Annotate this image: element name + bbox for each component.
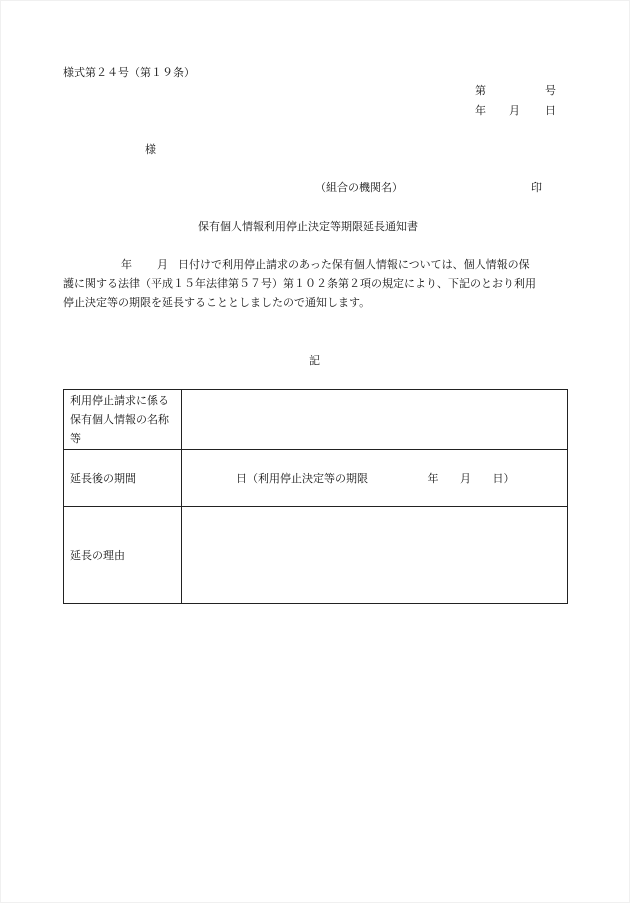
extension-reason-label: 延長の理由 bbox=[64, 507, 182, 604]
period-day-close: 日） bbox=[492, 471, 515, 485]
period-day-text: 日（利用停止決定等の期限 bbox=[236, 471, 368, 485]
table-row bbox=[64, 390, 568, 450]
target-info-label-line: 利用停止請求に係る bbox=[70, 394, 169, 407]
extended-period-label: 延長後の期間 bbox=[64, 450, 182, 507]
body-line2: 護に関する法律（平成１５年法律第５７号）第１０２条第２項の規定により、下記のとおり利用 bbox=[63, 277, 536, 290]
doc-number-go: 号 bbox=[545, 84, 556, 97]
sender-org: （組合の機関名） bbox=[315, 181, 403, 194]
target-info-label-line: 等 bbox=[70, 432, 81, 445]
date-year: 年 bbox=[475, 104, 486, 117]
body-year: 年 bbox=[121, 258, 132, 271]
period-month: 月 bbox=[460, 471, 471, 485]
date-day: 日 bbox=[545, 104, 556, 117]
seal-mark: 印 bbox=[531, 181, 542, 194]
target-info-label-line: 保有個人情報の名称 bbox=[70, 413, 169, 426]
table-row bbox=[64, 507, 568, 604]
ki-heading: 記 bbox=[309, 354, 320, 367]
details-table bbox=[63, 389, 568, 604]
target-info-label bbox=[64, 390, 182, 450]
date-month: 月 bbox=[509, 104, 520, 117]
form-number: 様式第２４号（第１９条） bbox=[63, 66, 195, 79]
body-month: 月 bbox=[157, 258, 168, 271]
body-line1: 日付けで利用停止請求のあった保有個人情報については、個人情報の保 bbox=[178, 258, 530, 271]
body-line3: 停止決定等の期限を延長することとしましたので通知します。 bbox=[63, 296, 371, 309]
extended-period-value bbox=[182, 450, 568, 507]
table-row bbox=[64, 450, 568, 507]
period-year: 年 bbox=[427, 471, 439, 485]
doc-number-dai: 第 bbox=[475, 84, 486, 97]
document-title: 保有個人情報利用停止決定等期限延長通知書 bbox=[198, 220, 418, 233]
extension-reason-value bbox=[182, 507, 568, 604]
addressee-suffix: 様 bbox=[145, 143, 156, 156]
target-info-value bbox=[182, 390, 568, 450]
